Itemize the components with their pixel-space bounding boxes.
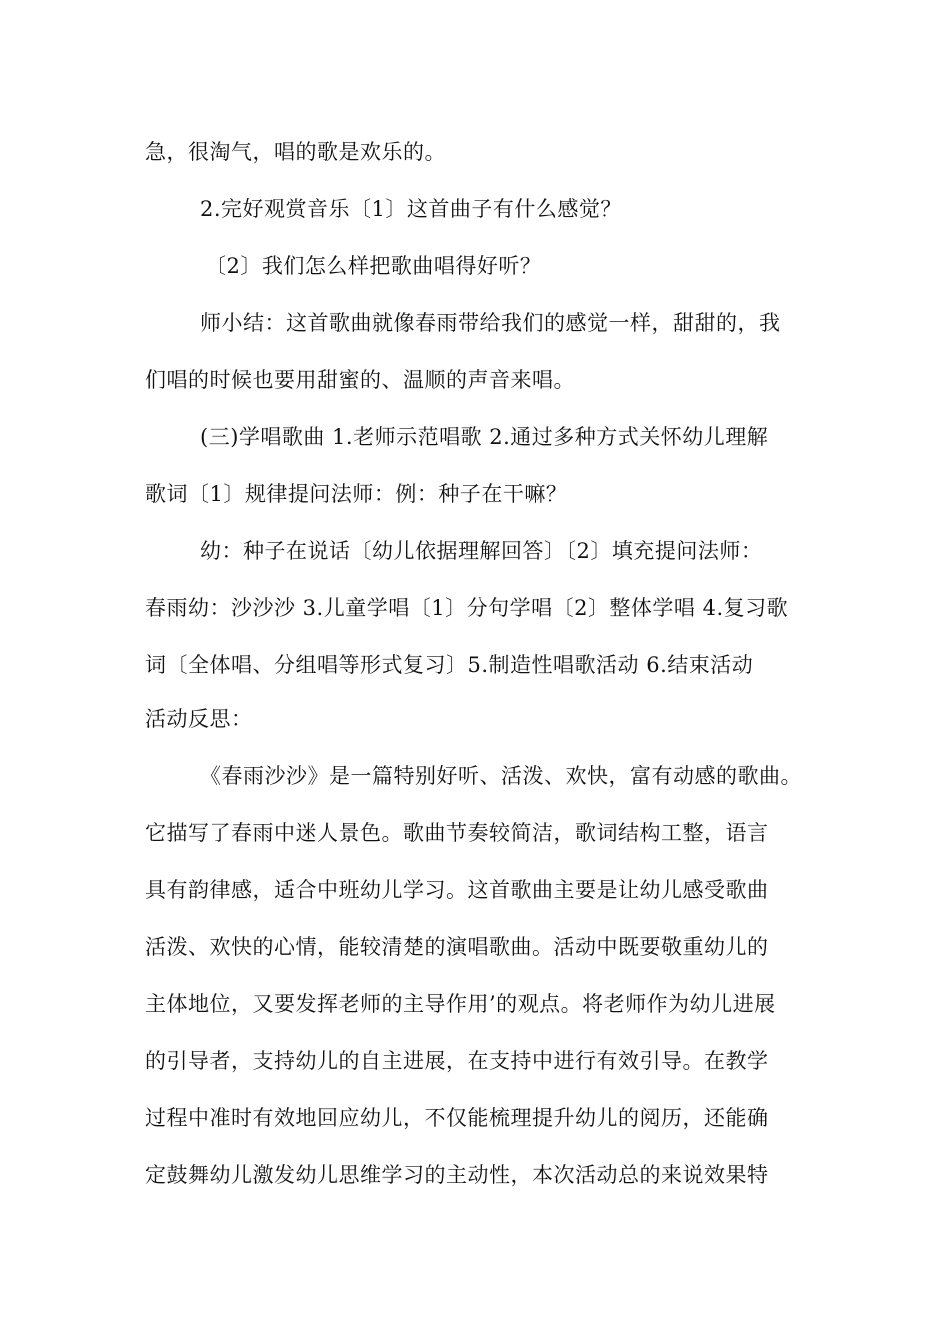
text-line: 们唱的时候也要用甜蜜的、温顺的声音来唱。: [145, 368, 575, 392]
text-line: 〔2〕我们怎么样把歌曲唱得好听？: [205, 254, 542, 278]
text-line: 《春雨沙沙》是一篇特别好听、活泼、欢快，富有动感的歌曲。: [200, 764, 802, 788]
text-line: 的引导者，支持幼儿的自主进展，在支持中进行有效引导。在教学: [145, 1049, 769, 1073]
text-line: 急，很淘气，唱的歌是欢乐的。: [145, 140, 446, 164]
text-line: 它描写了春雨中迷人景色。歌曲节奏较简洁，歌词结构工整，语言: [145, 821, 769, 845]
text-line: 幼：种子在说话〔幼儿依据理解回答〕〔2〕填充提问法师：: [200, 539, 763, 563]
text-line: 过程中准时有效地回应幼儿，不仅能梳理提升幼儿的阅历，还能确: [145, 1106, 769, 1130]
text-line: 具有韵律感，适合中班幼儿学习。这首歌曲主要是让幼儿感受歌曲: [145, 878, 769, 902]
text-line: 活泼、欢快的心情，能较清楚的演唱歌曲。活动中既要敬重幼儿的: [145, 935, 769, 959]
text-line: 主体地位，又要发挥老师的主导作用’的观点。将老师作为幼儿进展: [145, 992, 776, 1016]
section-heading: 活动反思：: [145, 707, 253, 731]
text-line: 春雨幼：沙沙沙 3.儿童学唱〔1〕分句学唱〔2〕整体学唱 4.复习歌: [145, 596, 789, 620]
text-line: 2.完好观赏音乐〔1〕这首曲子有什么感觉？: [200, 197, 622, 221]
text-line: 师小结：这首歌曲就像春雨带给我们的感觉一样，甜甜的，我: [200, 311, 781, 335]
text-line: 词〔全体唱、分组唱等形式复习〕5.制造性唱歌活动 6.结束活动: [145, 653, 754, 677]
text-line: (三)学唱歌曲 1.老师示范唱歌 2.通过多种方式关怀幼儿理解: [200, 425, 769, 449]
text-line: 定鼓舞幼儿激发幼儿思维学习的主动性，本次活动总的来说效果特: [145, 1163, 769, 1187]
text-line: 歌词〔1〕规律提问法师：例：种子在干嘛？: [145, 482, 568, 506]
